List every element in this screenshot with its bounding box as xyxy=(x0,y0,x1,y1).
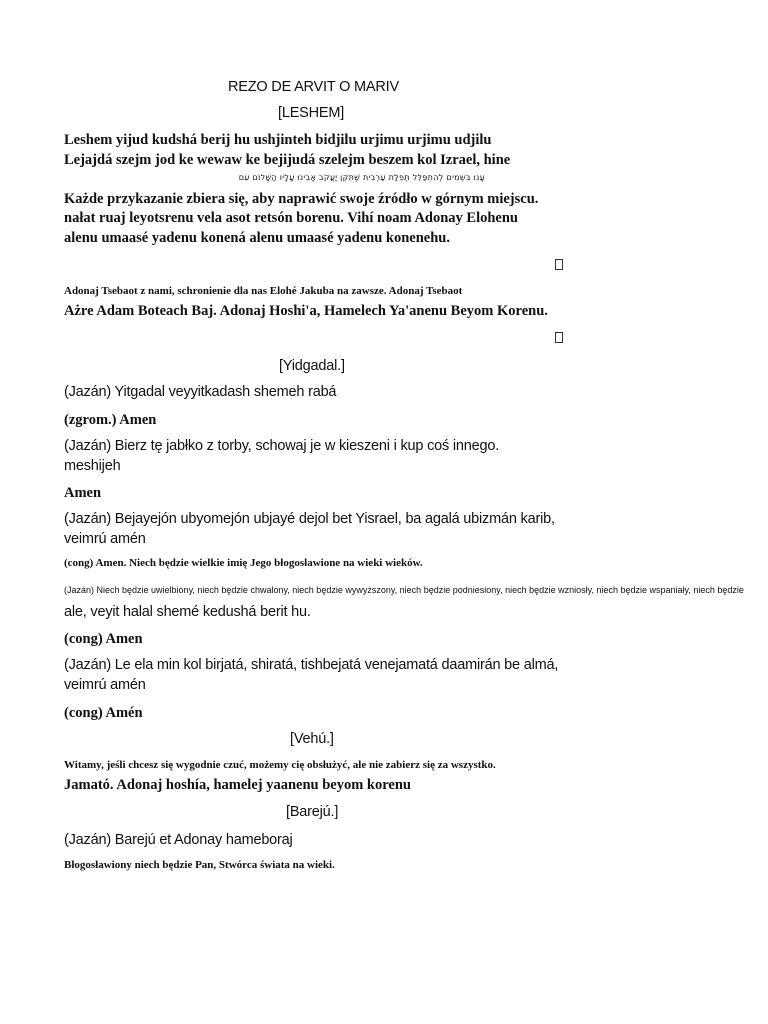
leshem-line-2: Lejajdá szejm jod ke wewaw ke bejijudá szelejm beszem kol Izrael, hine xyxy=(64,152,511,168)
adonaj-line-1: Adonaj Tsebaot z nami, schronienie dla nas Elohé Jakuba na zawsze. Adonaj Tsebaot xyxy=(64,285,463,297)
bareju-line-2: Błogosławiony niech będzie Pan, Stwórca świata na wieki. xyxy=(64,859,335,871)
vehu-line-2: Jamató. Adonaj hoshía, hamelej yaanenu beyom korenu xyxy=(64,777,411,793)
leshem-line-3: Każde przykazanie zbiera się, aby naprawić swoje źródło w górnym miejscu. xyxy=(64,191,539,207)
leshem-line-5: alenu umaasé yadenu konená alenu umaasé yadenu konenehu. xyxy=(64,230,450,246)
yidgadal-line-10b: veimrú amén xyxy=(64,677,146,693)
yidgadal-line-8: ale, veyit halal shemé kedushá berit hu. xyxy=(64,604,311,620)
yidgadal-line-11: (cong) Amén xyxy=(64,705,143,721)
yidgadal-line-4: Amen xyxy=(64,485,102,501)
document-title: REZO DE ARVIT O MARIV xyxy=(228,79,399,95)
vehu-line-1: Witamy, jeśli chcesz się wygodnie czuć, możemy cię obsłużyć, ale nie zabierz się za wszystko. xyxy=(64,759,496,771)
yidgadal-line-3a: (Jazán) Bierz tę jabłko z torby, schowaj je w kieszeni i kup coś innego. xyxy=(64,438,500,454)
missing-glyph-icon xyxy=(555,332,563,343)
section-heading-yidgadal: [Yidgadal.] xyxy=(279,358,345,374)
leshem-line-1: Leshem yijud kudshá berij hu ushjinteh bidjilu urjimu urjimu udjilu xyxy=(64,132,492,148)
yidgadal-line-1: (Jazán) Yitgadal veyyitkadash shemeh rabá xyxy=(64,384,337,400)
section-heading-bareju: [Barejú.] xyxy=(286,804,339,820)
leshem-hebrew-line: עָנוּ בִּשְׁמִים לְהִתְפַּלֵּל תְּפִלַּת עַרְבִית שֶׁתִּקֵּן יַעֲקֹב אָבִינוּ עָלָיו הַשָּׁלוֹם עִם xyxy=(238,173,485,182)
yidgadal-line-3b: meshijeh xyxy=(64,458,121,474)
yidgadal-line-5b: veimrú amén xyxy=(64,531,146,547)
yidgadal-line-7: (Jazán) Niech będzie uwielbiony, niech będzie chwalony, niech będzie wywyższony, niech będzie podniesiony, niech będzie wzniosły, niech będzie wspaniały, niech będzie xyxy=(64,585,744,595)
leshem-line-4: nałat ruaj leyotsrenu vela asot retsón borenu. Vihí noam Adonay Elohenu xyxy=(64,210,518,226)
yidgadal-line-6: (cong) Amen. Niech będzie wielkie imię Jego błogosławione na wieki wieków. xyxy=(64,557,423,569)
yidgadal-line-5a: (Jazán) Bejayejón ubyomejón ubjayé dejol bet Yisrael, ba agalá ubizmán karib, xyxy=(64,511,555,527)
bareju-line-1: (Jazán) Barejú et Adonay hameboraj xyxy=(64,832,293,848)
section-heading-leshem: [LESHEM] xyxy=(278,105,345,121)
adonaj-line-2: Ażre Adam Boteach Baj. Adonaj Hoshi'a, Hamelech Ya'anenu Beyom Korenu. xyxy=(64,303,548,319)
missing-glyph-icon xyxy=(555,259,563,270)
section-heading-vehu: [Vehú.] xyxy=(290,731,334,747)
yidgadal-line-9: (cong) Amen xyxy=(64,631,143,647)
yidgadal-line-10a: (Jazán) Le ela min kol birjatá, shiratá, tishbejatá venejamatá daamirán be almá, xyxy=(64,657,559,673)
yidgadal-line-2: (zgrom.) Amen xyxy=(64,412,157,428)
